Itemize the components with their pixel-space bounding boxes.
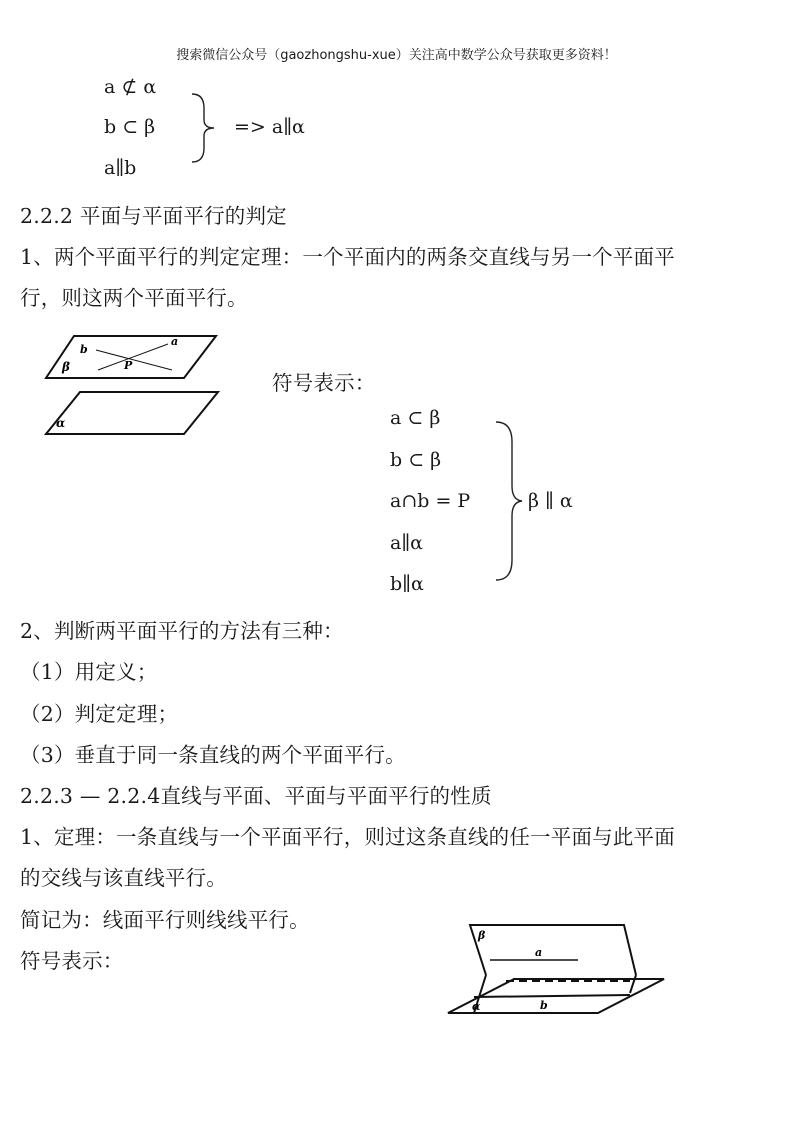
summary-text: 简记为：线面平行则线线平行。 bbox=[20, 908, 310, 932]
parallel-planes-figure bbox=[40, 328, 230, 440]
system-result: β ∥ α bbox=[528, 490, 573, 512]
theorem-text: 行，则这两个平面平行。 bbox=[20, 286, 248, 310]
right-brace-icon bbox=[494, 420, 526, 582]
system-line: a∩b = P bbox=[390, 490, 471, 512]
figure-label-beta: β bbox=[62, 360, 70, 374]
theorem-text: 1、两个平面平行的判定定理：一个平面内的两条交直线与另一个平面平 bbox=[20, 245, 675, 269]
system-result: => a∥α bbox=[234, 116, 305, 138]
line-plane-figure bbox=[440, 915, 672, 1025]
page-header: 搜索微信公众号（gaozhongshu-xue）关注高中数学公众号获取更多资料！ bbox=[176, 48, 617, 63]
system-line: a∥α bbox=[390, 532, 423, 554]
system-line: b ⊂ β bbox=[104, 116, 156, 138]
figure-label-beta: β bbox=[478, 929, 486, 942]
figure-label-b: b bbox=[80, 343, 88, 356]
system-line: a ⊂ β bbox=[390, 407, 441, 429]
section-title: 2.2.3 — 2.2.4直线与平面、平面与平面平行的性质 bbox=[20, 784, 492, 808]
method-item: （1）用定义； bbox=[20, 660, 158, 684]
theorem-text: 的交线与该直线平行。 bbox=[20, 866, 227, 890]
figure-label-alpha: α bbox=[56, 416, 66, 430]
symbol-label: 符号表示： bbox=[272, 371, 376, 395]
figure-label-a: a bbox=[535, 946, 543, 959]
method-item: （3）垂直于同一条直线的两个平面平行。 bbox=[20, 743, 406, 767]
right-brace-icon bbox=[190, 92, 220, 164]
figure-label-a: a bbox=[171, 335, 179, 348]
figure-label-alpha: α bbox=[472, 1000, 481, 1013]
figure-label-b: b bbox=[540, 999, 548, 1012]
section-title: 2.2.2 平面与平面平行的判定 bbox=[20, 204, 287, 228]
system-line: b∥α bbox=[390, 573, 424, 595]
system-line: a∥b bbox=[104, 157, 137, 179]
symbol-label: 符号表示： bbox=[20, 949, 124, 973]
system-line: b ⊂ β bbox=[390, 449, 442, 471]
figure-label-p: P bbox=[124, 359, 133, 372]
methods-title: 2、判断两平面平行的方法有三种： bbox=[20, 619, 344, 643]
theorem-text: 1、定理：一条直线与一个平面平行，则过这条直线的任一平面与此平面 bbox=[20, 825, 675, 849]
method-item: （2）判定定理； bbox=[20, 702, 179, 726]
system-line: a ⊄ α bbox=[104, 76, 157, 98]
